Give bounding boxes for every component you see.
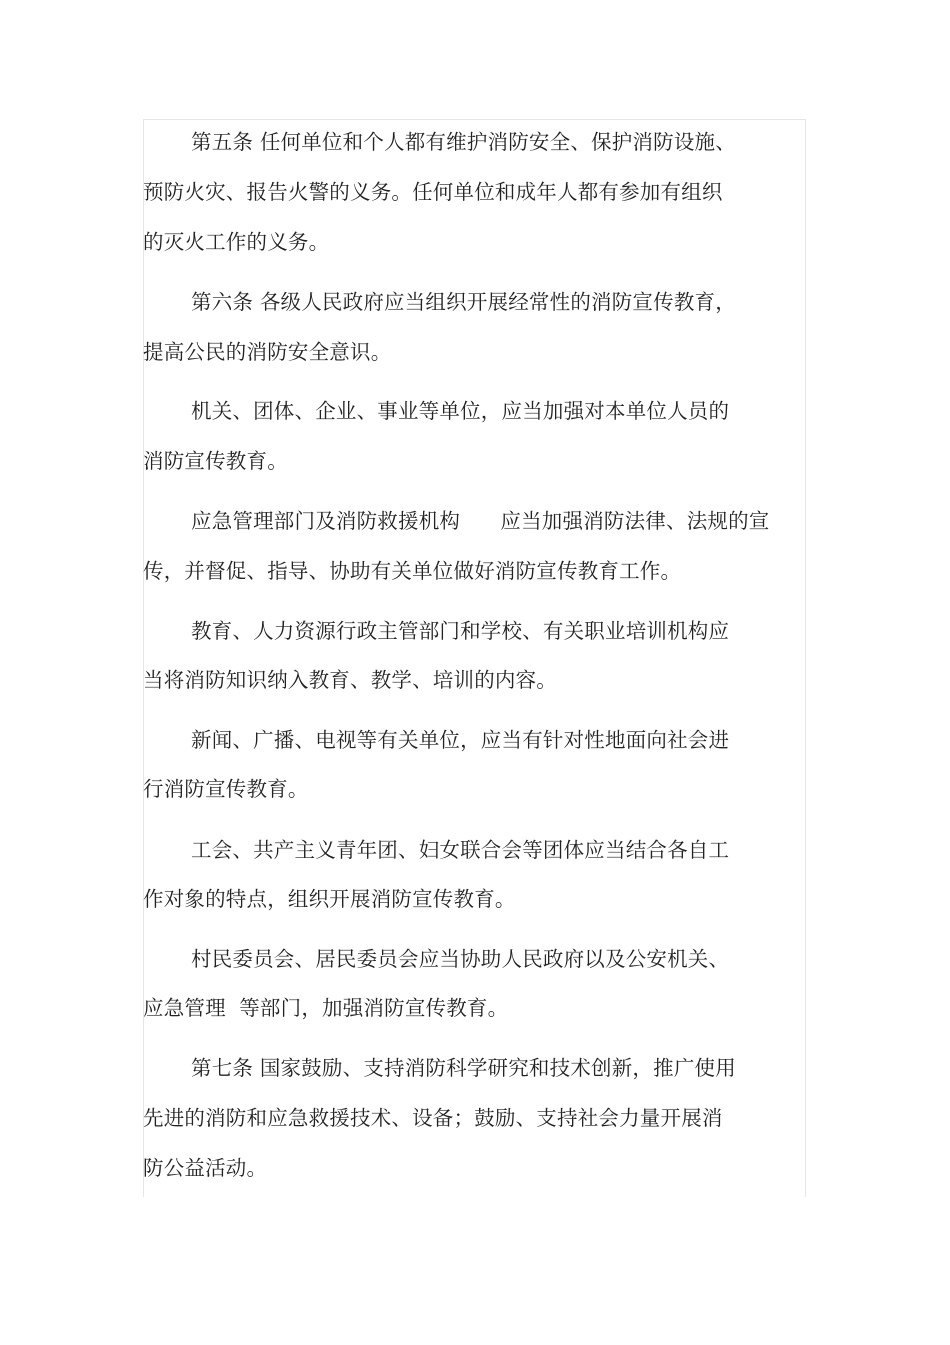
education-paragraph-line-2: 当将消防知识纳入教育、教学、培训的内容。 [143,668,557,692]
emergency-paragraph-line-2: 传，并督促、指导、协助有关单位做好消防宣传教育工作。 [143,559,682,583]
committees-paragraph-line-2: 应急管理 等部门，加强消防宣传教育。 [143,996,509,1020]
organs-paragraph-line-1: 机关、团体、企业、事业等单位，应当加强对本单位人员的 [191,399,730,423]
emergency-paragraph-line-1: 应急管理部门及消防救援机构 应当加强消防法律、法规的宣 [191,509,770,533]
article-6-line-2: 提高公民的消防安全意识。 [143,340,392,364]
education-paragraph-line-1: 教育、人力资源行政主管部门和学校、有关职业培训机构应 [191,619,730,643]
article-7-line-2: 先进的消防和应急救援技术、设备；鼓励、支持社会力量开展消 [143,1106,723,1130]
article-6-line-1: 第六条 各级人民政府应当组织开展经常性的消防宣传教育， [191,290,736,314]
organs-paragraph-line-2: 消防宣传教育。 [143,449,288,473]
article-7-line-3: 防公益活动。 [143,1156,268,1180]
unions-paragraph-line-1: 工会、共产主义青年团、妇女联合会等团体应当结合各自工 [191,838,730,862]
media-paragraph-line-2: 行消防宣传教育。 [143,777,309,801]
page-frame [143,119,806,1197]
committees-paragraph-line-1: 村民委员会、居民委员会应当协助人民政府以及公安机关、 [191,947,730,971]
article-5-line-1: 第五条 任何单位和个人都有维护消防安全、保护消防设施、 [191,130,736,154]
media-paragraph-line-1: 新闻、广播、电视等有关单位，应当有针对性地面向社会进 [191,728,730,752]
article-5-line-3: 的灭火工作的义务。 [143,230,330,254]
article-7-line-1: 第七条 国家鼓励、支持消防科学研究和技术创新，推广使用 [191,1056,736,1080]
unions-paragraph-line-2: 作对象的特点，组织开展消防宣传教育。 [143,887,516,911]
article-5-line-2: 预防火灾、报告火警的义务。任何单位和成年人都有参加有组织 [143,180,723,204]
